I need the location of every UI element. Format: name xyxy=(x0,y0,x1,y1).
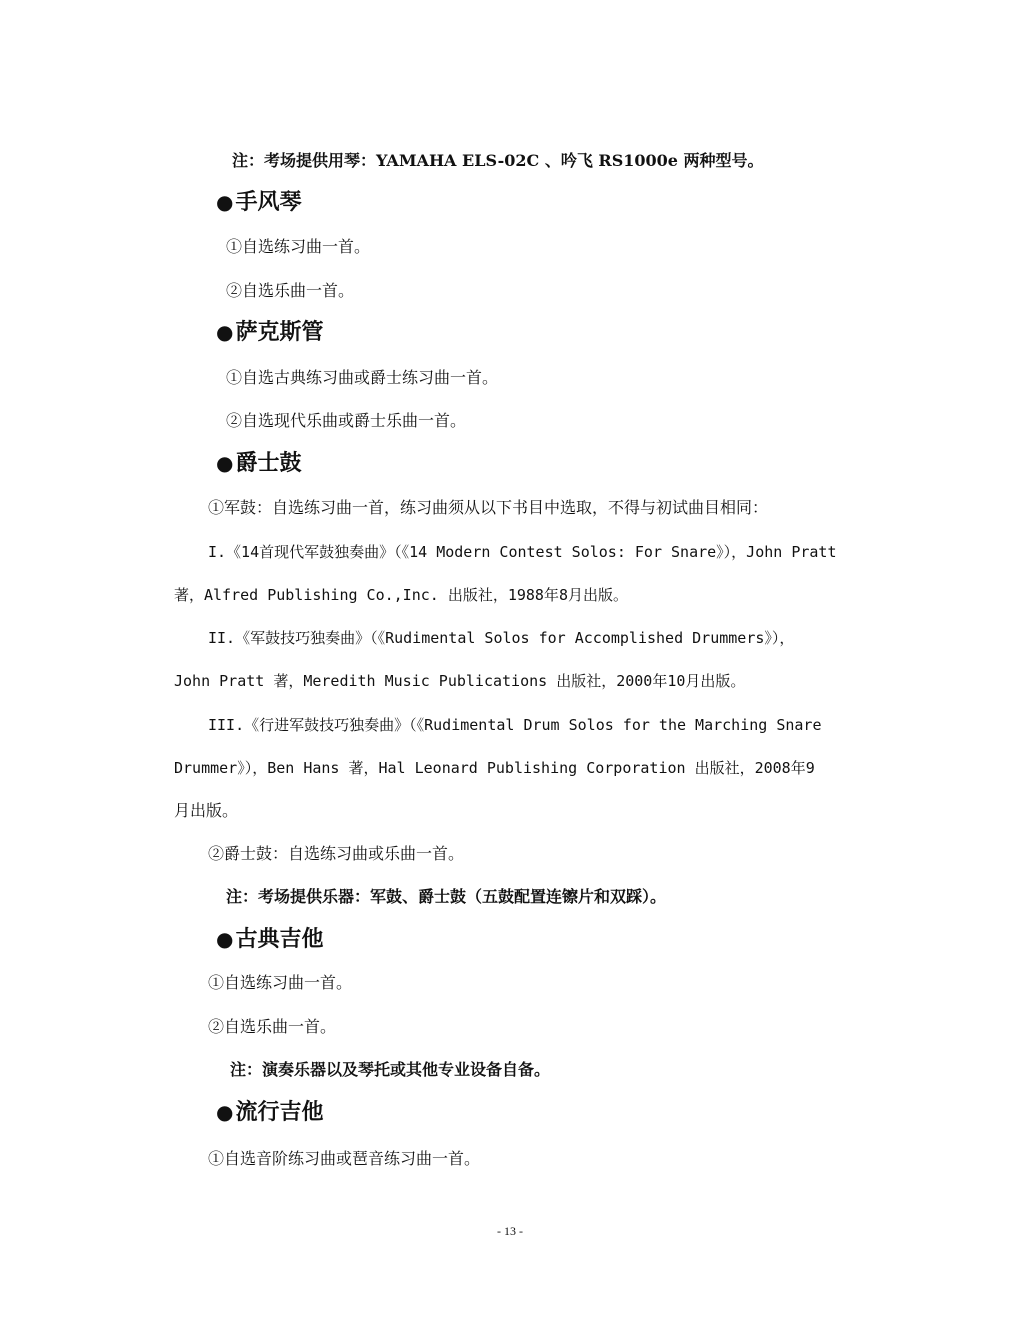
section-title: 手风琴 xyxy=(235,190,302,215)
section-title: 流行吉他 xyxy=(235,1100,324,1125)
book-entry-3-line-1: III.《行进军鼓技巧独奏曲》（《Rudimental Drum Solos for the Marching Snare xyxy=(208,716,822,734)
list-item: ①自选古典练习曲或爵士练习曲一首。 xyxy=(226,368,499,387)
list-item: ②自选乐曲一首。 xyxy=(208,1017,337,1036)
note-keyboard-models: 注：考场提供用琴：YAMAHA ELS-02C 、吟飞 RS1000e 两种型号。 xyxy=(232,151,764,170)
note-guitar-equipment: 注：演奏乐器以及琴托或其他专业设备自备。 xyxy=(230,1060,551,1079)
book-entry-1-line-1: I.《14首现代军鼓独奏曲》（《14 Modern Contest Solos: For Snare》），John Pratt xyxy=(208,543,837,561)
list-item: ②爵士鼓：自选练习曲或乐曲一首。 xyxy=(208,844,465,863)
section-heading-pop-guitar xyxy=(216,1098,323,1127)
section-title: 爵士鼓 xyxy=(235,451,302,476)
bullet-icon: ● xyxy=(216,927,234,951)
note-drum-instruments: 注：考场提供乐器：军鼓、爵士鼓（五鼓配置连镲片和双踩）。 xyxy=(226,887,667,906)
book-entry-2-line-1: II.《军鼓技巧独奏曲》（《Rudimental Solos for Accomplished Drummers》）， xyxy=(208,629,795,647)
page-number: - 13 - xyxy=(497,1224,523,1238)
section-heading-accordion xyxy=(216,188,301,217)
section-heading-classical-guitar xyxy=(216,925,323,954)
book-entry-3-line-3: 月出版。 xyxy=(174,801,239,820)
section-title: 萨克斯管 xyxy=(235,320,324,345)
drum-intro: ①军鼓：自选练习曲一首，练习曲须从以下书目中选取，不得与初试曲目相同： xyxy=(208,498,769,517)
section-title: 古典吉他 xyxy=(235,927,324,952)
list-item: ②自选乐曲一首。 xyxy=(226,281,355,300)
bullet-icon: ● xyxy=(216,1100,234,1124)
bullet-icon: ● xyxy=(216,451,234,475)
bullet-icon: ● xyxy=(216,320,234,344)
list-item: ①自选音阶练习曲或琶音练习曲一首。 xyxy=(208,1149,481,1168)
section-heading-saxophone xyxy=(216,318,323,347)
book-entry-2-line-2: John Pratt 著，Meredith Music Publications 出版社，2000年10月出版。 xyxy=(174,672,746,690)
section-heading-jazz-drum xyxy=(216,449,301,478)
book-entry-3-line-2: Drummer》），Ben Hans 著，Hal Leonard Publishing Corporation 出版社，2008年9 xyxy=(174,759,815,777)
bullet-icon: ● xyxy=(216,190,234,214)
book-entry-1-line-2: 著，Alfred Publishing Co.,Inc. 出版社，1988年8月出版。 xyxy=(174,586,628,604)
list-item: ①自选练习曲一首。 xyxy=(226,237,371,256)
list-item: ②自选现代乐曲或爵士乐曲一首。 xyxy=(226,411,467,430)
list-item: ①自选练习曲一首。 xyxy=(208,973,353,992)
